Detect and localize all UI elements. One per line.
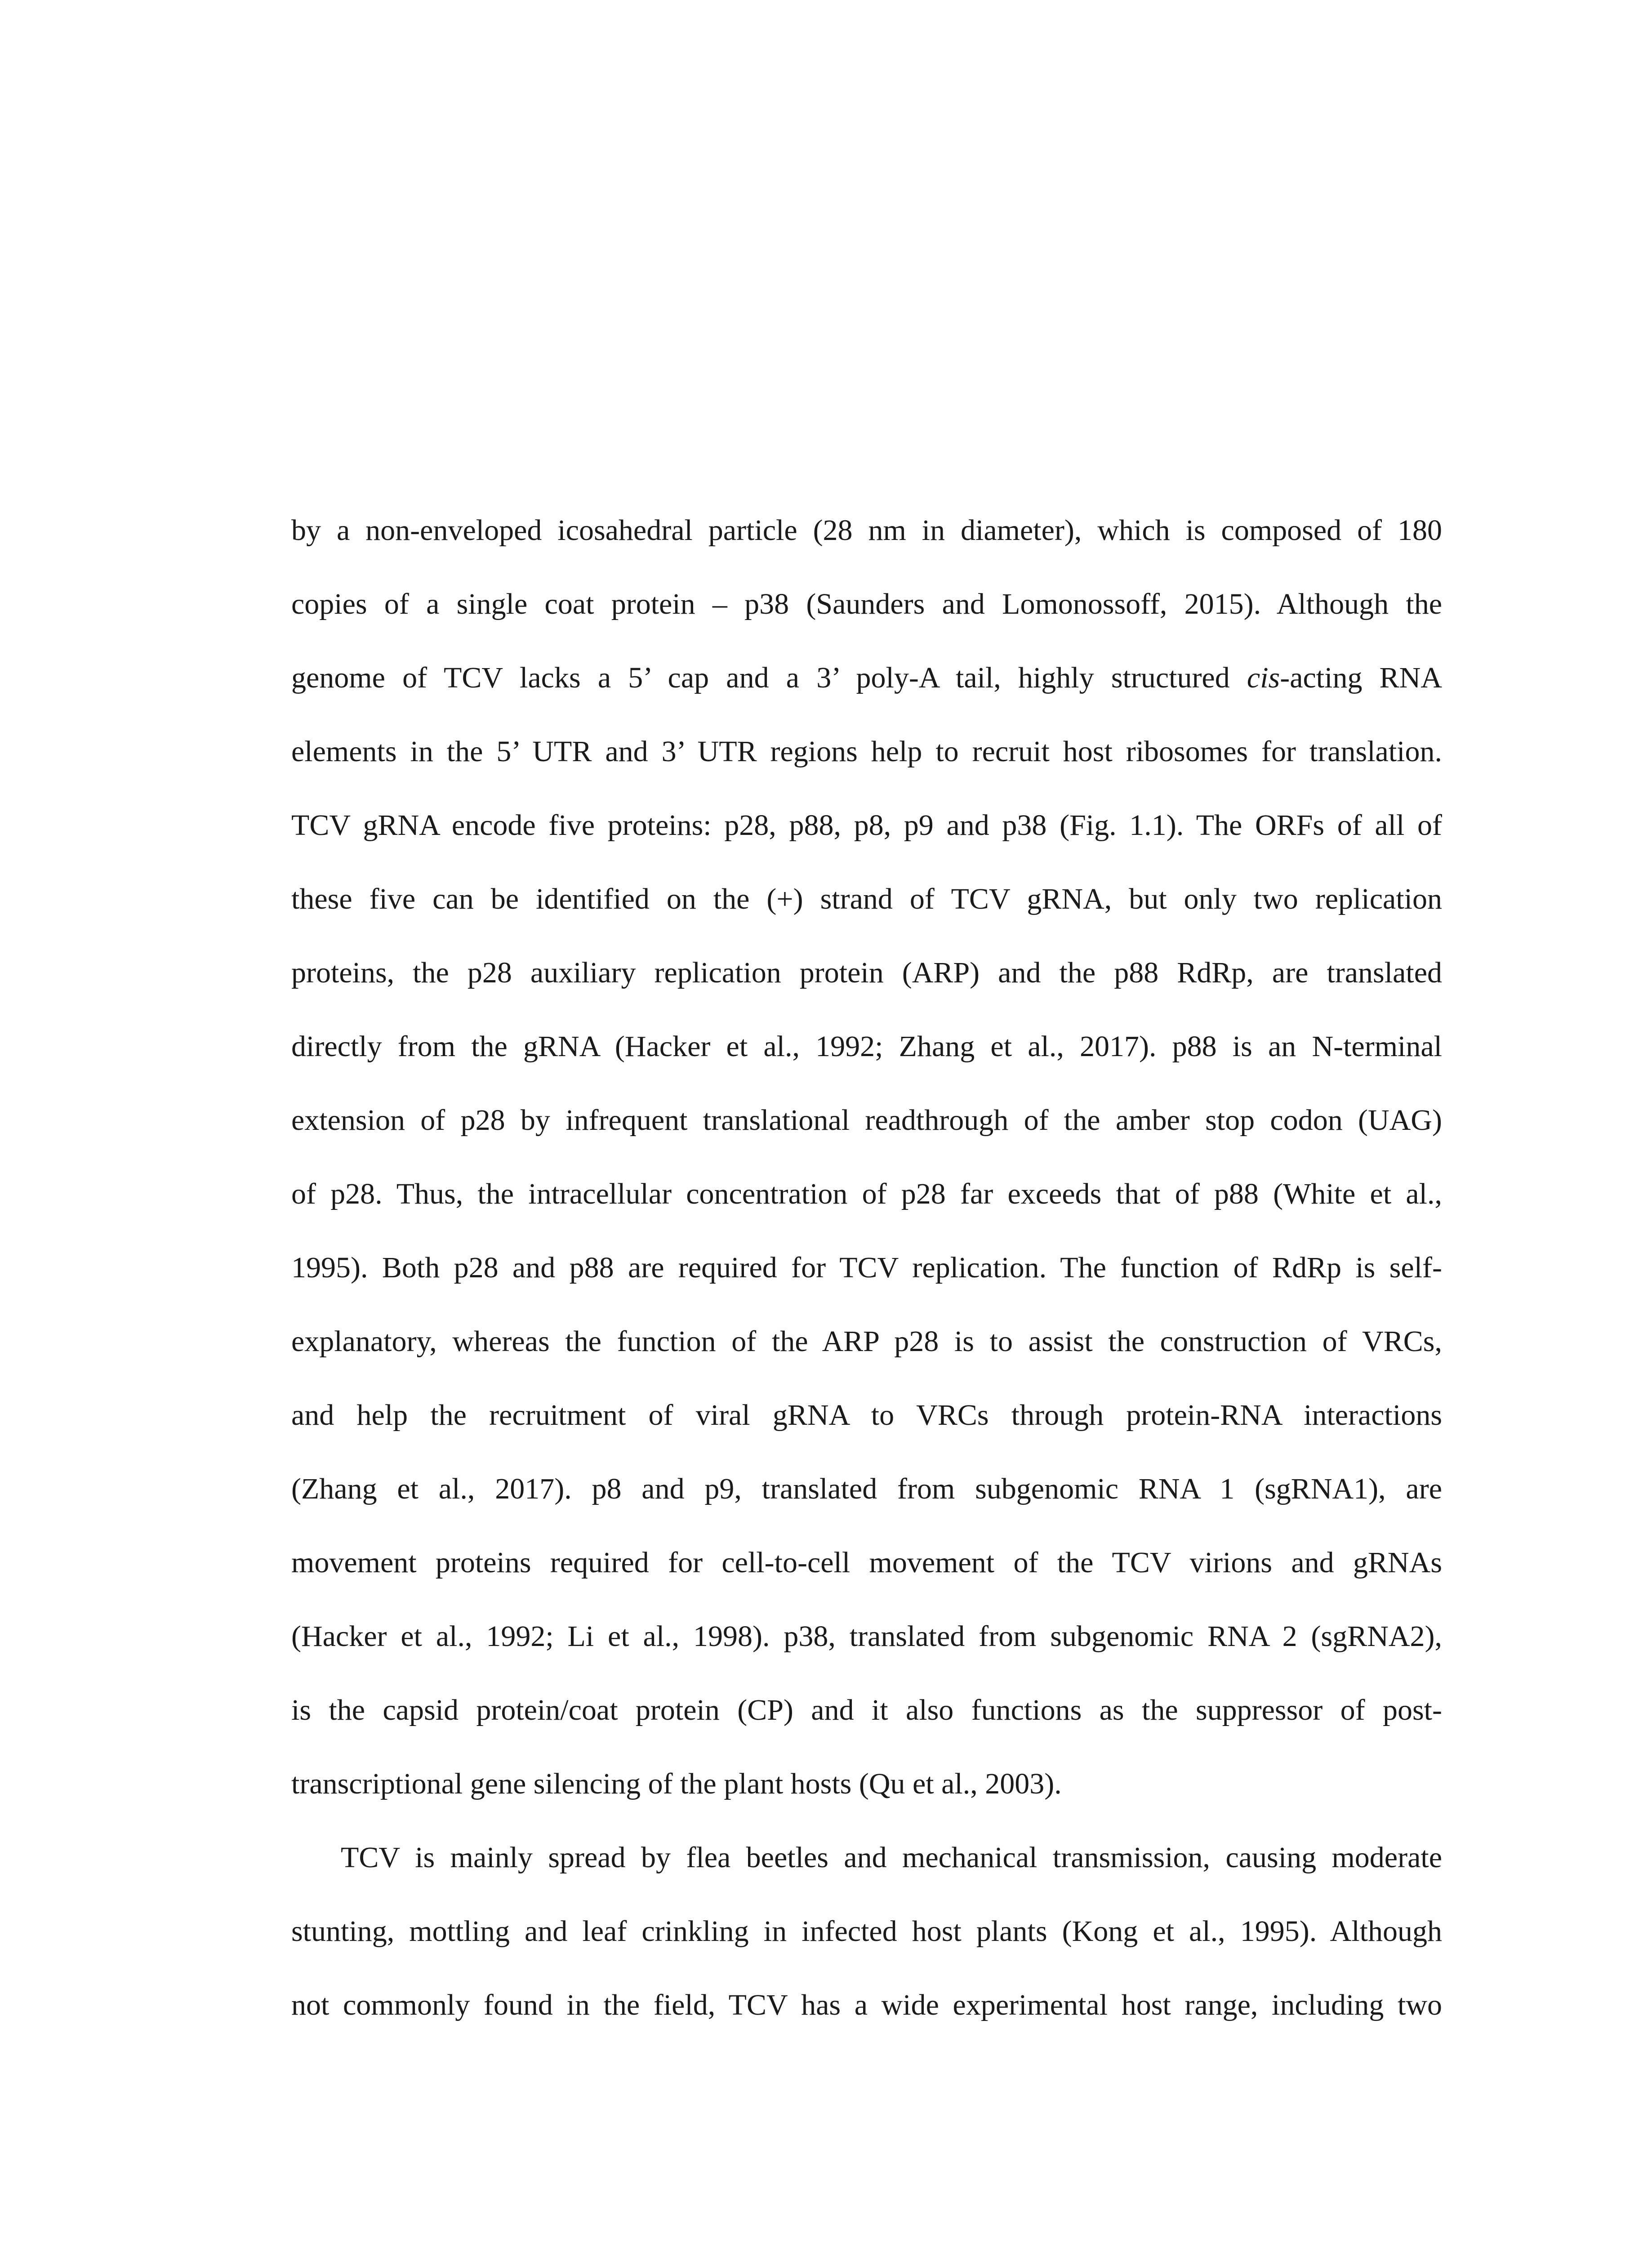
text-line: movement proteins required for cell-to-cell movement of the TCV virions and gRNAs: [291, 1546, 1442, 1579]
text-line: [291, 656, 1442, 729]
text-line: of p28. Thus, the intracellular concentration of p28 far exceeds that of p88 (White et al.,: [291, 1178, 1442, 1210]
paragraph-2: [291, 1835, 1442, 2056]
text-line: elements in the 5’ UTR and 3’ UTR regions help to recruit host ribosomes for translation.: [291, 735, 1442, 768]
text-line: copies of a single coat protein – p38 (Saunders and Lomonossoff, 2015). Although the: [291, 588, 1442, 620]
text-line: TCV gRNA encode five proteins: p28, p88, p8, p9 and p38 (Fig. 1.1). The ORFs of all of: [291, 809, 1442, 842]
italic-term: cis: [1247, 661, 1280, 694]
text-line: these five can be identified on the (+) strand of TCV gRNA, but only two replication: [291, 883, 1442, 915]
text-line: transcriptional gene silencing of the plant hosts (Qu et al., 2003).: [291, 1767, 1062, 1800]
text-line: proteins, the p28 auxiliary replication protein (ARP) and the p88 RdRp, are translated: [291, 956, 1442, 989]
text-line: and help the recruitment of viral gRNA to VRCs through protein-RNA interactions: [291, 1399, 1442, 1432]
text-segment: genome of TCV lacks a 5’ cap and a 3’ poly-A tail, highly structured: [291, 661, 1247, 694]
text-line: is the capsid protein/coat protein (CP) and it also functions as the suppressor of post-: [291, 1694, 1442, 1726]
text-line: directly from the gRNA (Hacker et al., 1992; Zhang et al., 2017). p88 is an N-terminal: [291, 1030, 1442, 1063]
body-text: [291, 508, 1442, 2056]
text-line: not commonly found in the field, TCV has a wide experimental host range, including two: [291, 1989, 1442, 2021]
text-line: by a non-enveloped icosahedral particle (28 nm in diameter), which is composed of 180: [291, 514, 1442, 547]
text-line: (Hacker et al., 1992; Li et al., 1998). p38, translated from subgenomic RNA 2 (sgRNA2),: [291, 1620, 1442, 1653]
text-line: 1995). Both p28 and p88 are required for TCV replication. The function of RdRp is self-: [291, 1251, 1442, 1284]
text-line: (Zhang et al., 2017). p8 and p9, translated from subgenomic RNA 1 (sgRNA1), are: [291, 1472, 1442, 1505]
paragraph-1: [291, 508, 1442, 1835]
text-segment: -acting RNA: [1280, 661, 1442, 694]
text-line: extension of p28 by infrequent translational readthrough of the amber stop codon (UAG): [291, 1104, 1442, 1137]
text-line: stunting, mottling and leaf crinkling in infected host plants (Kong et al., 1995). Although: [291, 1915, 1442, 1948]
text-line: TCV is mainly spread by flea beetles and mechanical transmission, causing moderate: [341, 1841, 1442, 1874]
text-line: explanatory, whereas the function of the ARP p28 is to assist the construction of VRCs,: [291, 1325, 1442, 1358]
